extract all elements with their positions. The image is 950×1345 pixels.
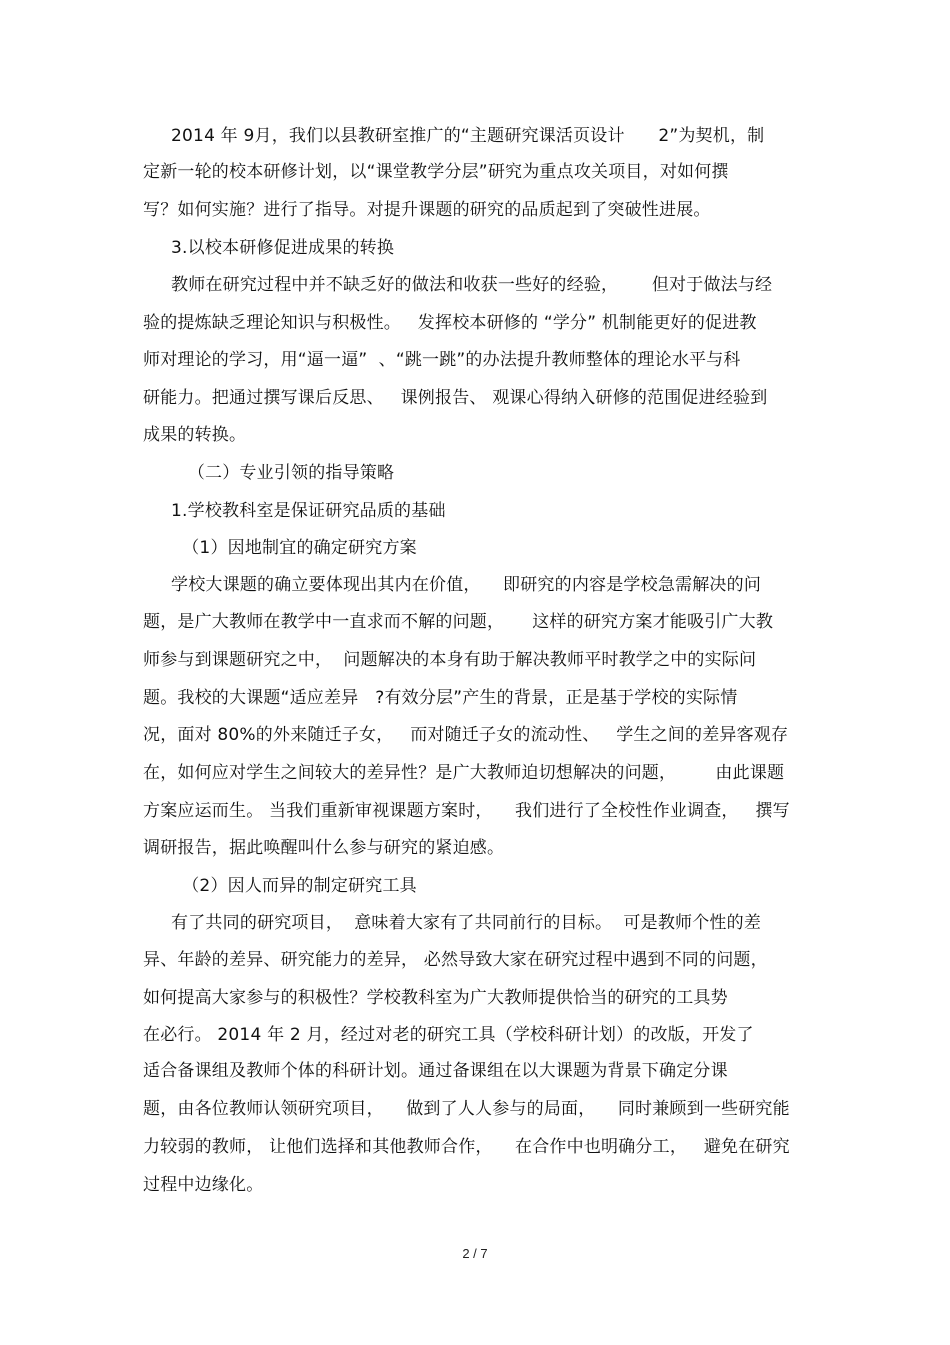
text-line: 在，如何应对学生之间较大的差异性？是广大教师迫切想解决的问题， 由此课题 <box>143 763 785 783</box>
text-line: 如何提高大家参与的积极性？学校教科室为广大教师提供恰当的研究的工具势 <box>143 988 728 1008</box>
text-line: 异、年龄的差异、研究能力的差异， 必然导致大家在研究过程中遇到不同的问题， <box>143 950 768 970</box>
text-line: 研能力。把通过撰写课后反思、 课例报告、 观课心得纳入研修的范围促进经验到 <box>143 388 768 408</box>
text-line: 验的提炼缺乏理论知识与积极性。 发挥校本研修的 “学分” 机制能更好的促进教 <box>143 313 757 333</box>
section-heading: （1）因地制宜的确定研究方案 <box>143 538 417 558</box>
text-line: 力较弱的教师， 让他们选择和其他教师合作， 在合作中也明确分工， 避免在研究 <box>143 1137 790 1157</box>
section-heading: 3.以校本研修促进成果的转换 <box>143 238 395 258</box>
text-line: 教师在研究过程中并不缺乏好的做法和收获一些好的经验， 但对于做法与经 <box>143 275 773 295</box>
text-line: 师对理论的学习，用“逼一逼” 、“跳一跳”的办法提升教师整体的理论水平与科 <box>143 350 741 370</box>
text-line: 题。我校的大课题“适应差异 ?有效分层”产生的背景，正是基于学校的实际情 <box>143 688 738 708</box>
text-line: 过程中边缘化。 <box>143 1175 264 1195</box>
text-line: 适合备课组及教师个体的科研计划。通过备课组在以大课题为背景下确定分课 <box>143 1061 728 1081</box>
section-heading: 1.学校教科室是保证研究品质的基础 <box>143 501 446 521</box>
text-line: 师参与到课题研究之中， 问题解决的本身有助于解决教师平时教学之中的实际问 <box>143 650 757 670</box>
text-line: 有了共同的研究项目， 意味着大家有了共同前行的目标。 可是教师个性的差 <box>143 913 762 933</box>
text-line: 题，是广大教师在教学中一直求而不解的问题， 这样的研究方案才能吸引广大教 <box>143 612 774 632</box>
text-line: 调研报告，据此唤醒叫什么参与研究的紧迫感。 <box>143 838 505 858</box>
text-line: 方案应运而生。 当我们重新审视课题方案时， 我们进行了全校性作业调查， 撰写 <box>143 801 790 821</box>
text-line: 成果的转换。 <box>143 425 247 445</box>
text-line: 况，面对 80%的外来随迁子女， 而对随迁子女的流动性、 学生之间的差异客观存 <box>143 725 789 745</box>
section-heading: （2）因人而异的制定研究工具 <box>143 876 417 896</box>
text-line: 写？如何实施？进行了指导。对提升课题的研究的品质起到了突破性进展。 <box>143 200 711 220</box>
text-line: 在必行。 2014 年 2 月，经过对老的研究工具（学校科研计划）的改版，开发了 <box>143 1025 754 1045</box>
text-line: 定新一轮的校本研修计划，以“课堂教学分层”研究为重点攻关项目，对如何撰 <box>143 162 729 182</box>
text-line: 2014 年 9月，我们以县教研室推广的“主题研究课活页设计 2”为契机，制 <box>143 126 765 146</box>
page-number: 2 / 7 <box>462 1246 488 1261</box>
text-line: 学校大课题的确立要体现出其内在价值， 即研究的内容是学校急需解决的问 <box>143 575 762 595</box>
section-heading: （二）专业引领的指导策略 <box>143 463 395 483</box>
text-line: 题，由各位教师认领研究项目， 做到了人人参与的局面， 同时兼顾到一些研究能 <box>143 1099 790 1119</box>
